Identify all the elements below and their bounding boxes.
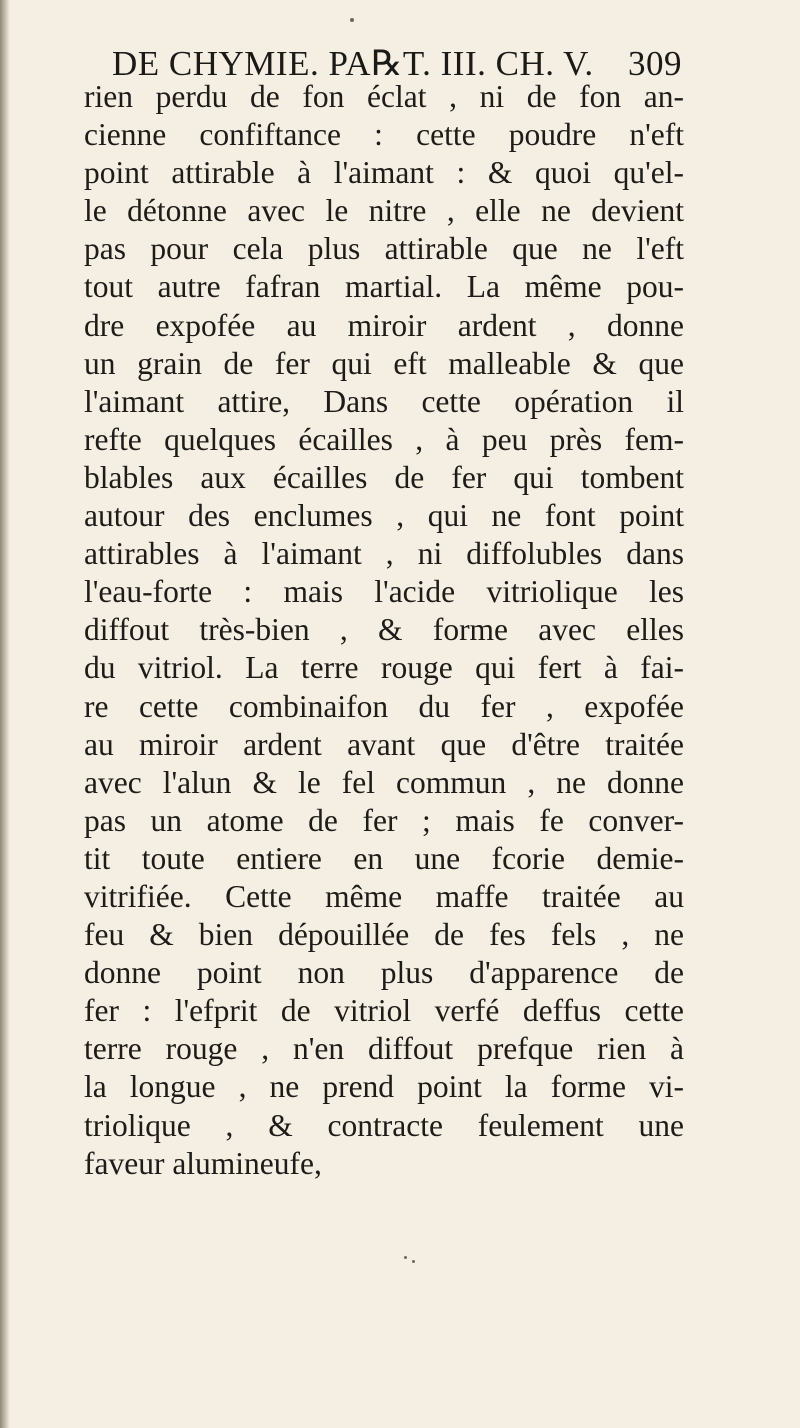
text-line: fer : l'efprit de vitriol verfé deffus cette xyxy=(84,993,684,1029)
text-line: refte quelques écailles , à peu près fem- xyxy=(84,421,684,457)
text-line: le détonne avec le nitre , elle ne devient xyxy=(84,193,684,229)
text-line: au miroir ardent avant que d'être traitée xyxy=(84,726,684,762)
text-line: feu & bien dépouillée de fes fels , ne xyxy=(84,917,684,953)
page-number: 309 xyxy=(628,44,682,83)
text-line: la longue , ne prend point la forme vi- xyxy=(84,1069,684,1105)
text-line: pas un atome de fer ; mais fe conver- xyxy=(84,802,684,838)
text-line: tit toute entiere en une fcorie demie- xyxy=(84,840,684,876)
paper-speck xyxy=(412,1260,415,1263)
text-line: vitrifiée. Cette même maffe traitée au xyxy=(84,878,684,914)
text-line: diffout très-bien , & forme avec elles xyxy=(84,612,684,648)
text-line: un grain de fer qui eft malleable & que xyxy=(84,345,684,381)
paper-speck xyxy=(350,18,354,22)
text-line: l'aimant attire, Dans cette opération il xyxy=(84,383,684,419)
text-line: rien perdu de fon éclat , ni de fon an- xyxy=(84,79,684,114)
text-line: re cette combinaifon du fer , expofée xyxy=(84,688,684,724)
text-line: terre rouge , n'en diffout prefque rien à xyxy=(84,1031,684,1067)
text-line: tout autre fafran martial. La même pou- xyxy=(84,269,684,305)
body-text xyxy=(84,78,684,1183)
text-line: cienne confiftance : cette poudre n'eft xyxy=(84,117,684,153)
paper-speck xyxy=(404,1256,407,1259)
text-line: faveur alumineufe, xyxy=(84,1145,322,1181)
text-line: autour des enclumes , qui ne font point xyxy=(84,498,684,534)
text-line: attirables à l'aimant , ni diffolubles dans xyxy=(84,536,684,572)
page-gutter-edge xyxy=(0,0,10,1428)
text-line: triolique , & contracte feulement une xyxy=(84,1107,684,1143)
text-line: dre expofée au miroir ardent , donne xyxy=(84,307,684,343)
text-line: point attirable à l'aimant : & quoi qu'el- xyxy=(84,155,684,191)
running-title: DE CHYMIE. PA℞T. III. CH. V. xyxy=(112,44,594,83)
text-line: avec l'alun & le fel commun , ne donne xyxy=(84,764,684,800)
text-line: pas pour cela plus attirable que ne l'eft xyxy=(84,231,684,267)
text-line: blables aux écailles de fer qui tombent xyxy=(84,459,684,495)
text-line: du vitriol. La terre rouge qui fert à fai- xyxy=(84,650,684,686)
text-line: l'eau-forte : mais l'acide vitriolique les xyxy=(84,574,684,610)
text-line: donne point non plus d'apparence de xyxy=(84,955,684,991)
